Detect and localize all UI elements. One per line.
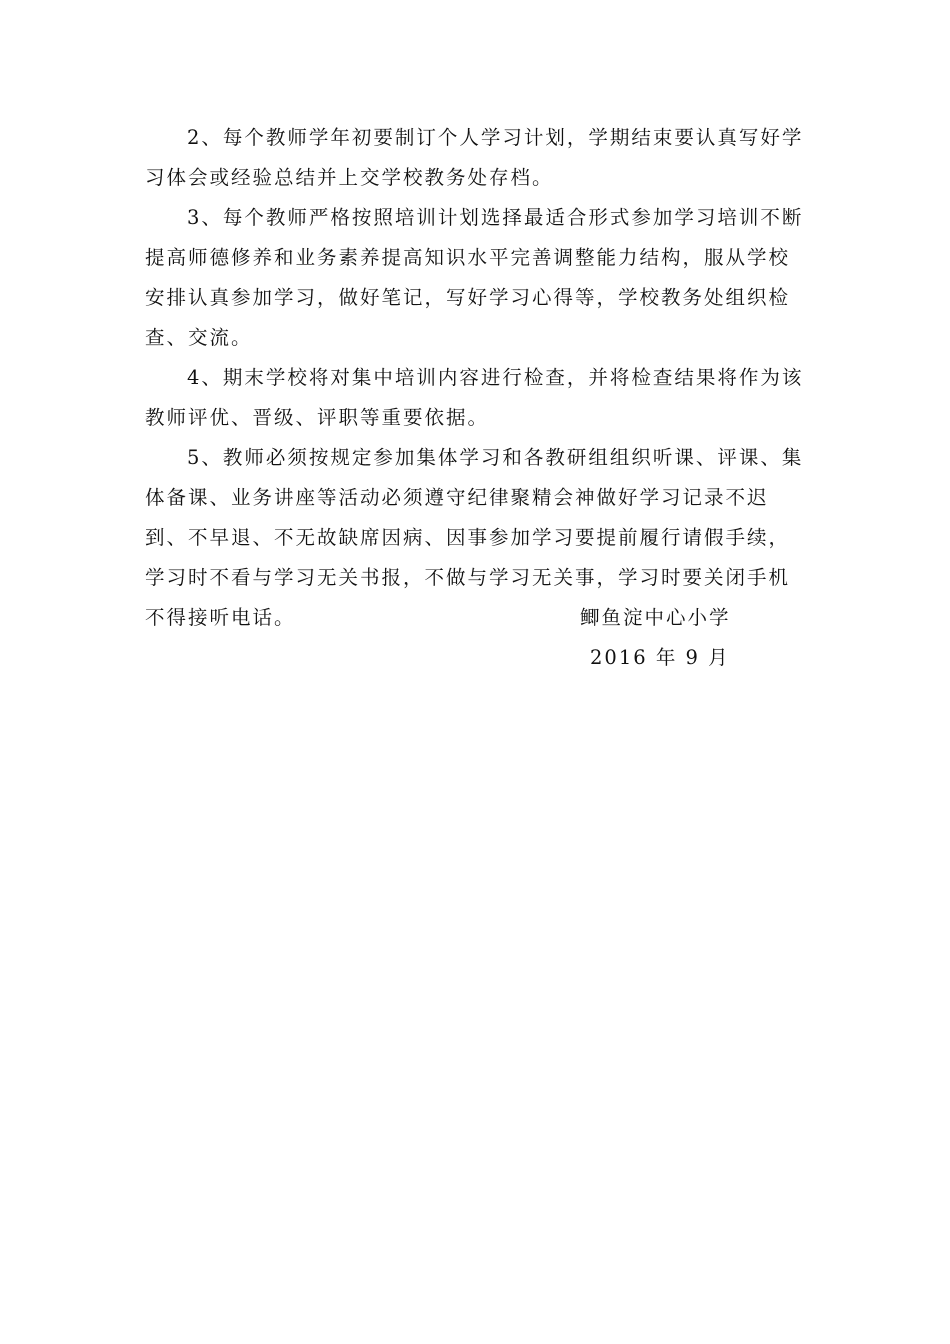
paragraph-item-3: 3、每个教师严格按照培训计划选择最适合形式参加学习培训不断提高师德修养和业务素养提高知识水平完善调整能力结构，服从学校安排认真参加学习，做好笔记，写好学习心得等，学校教务处组织检查、交流。 (145, 206, 804, 349)
signature-date: 2016 年 9 月 (590, 646, 730, 669)
paragraph-item-5: 5、教师必须按规定参加集体学习和各教研组组织听课、评课、集体备课、业务讲座等活动必须遵守纪律聚精会神做好学习记录不迟到、不早退、不无故缺席因病、因事参加学习要提前履行请假手续，学习时不看与学习无关书报，不做与学习无关事，学习时要关闭手机不得接听电话。 (145, 446, 804, 629)
signature-block (580, 598, 731, 678)
signature-organization: 鲫鱼淀中心小学 (580, 606, 731, 629)
document-body (145, 118, 810, 638)
paragraph-item-2: 2、每个教师学年初要制订个人学习计划，学期结束要认真写好学习体会或经验总结并上交学校教务处存档。 (145, 126, 804, 189)
paragraph-item-4: 4、期末学校将对集中培训内容进行检查，并将检查结果将作为该教师评优、晋级、评职等重要依据。 (145, 366, 804, 429)
